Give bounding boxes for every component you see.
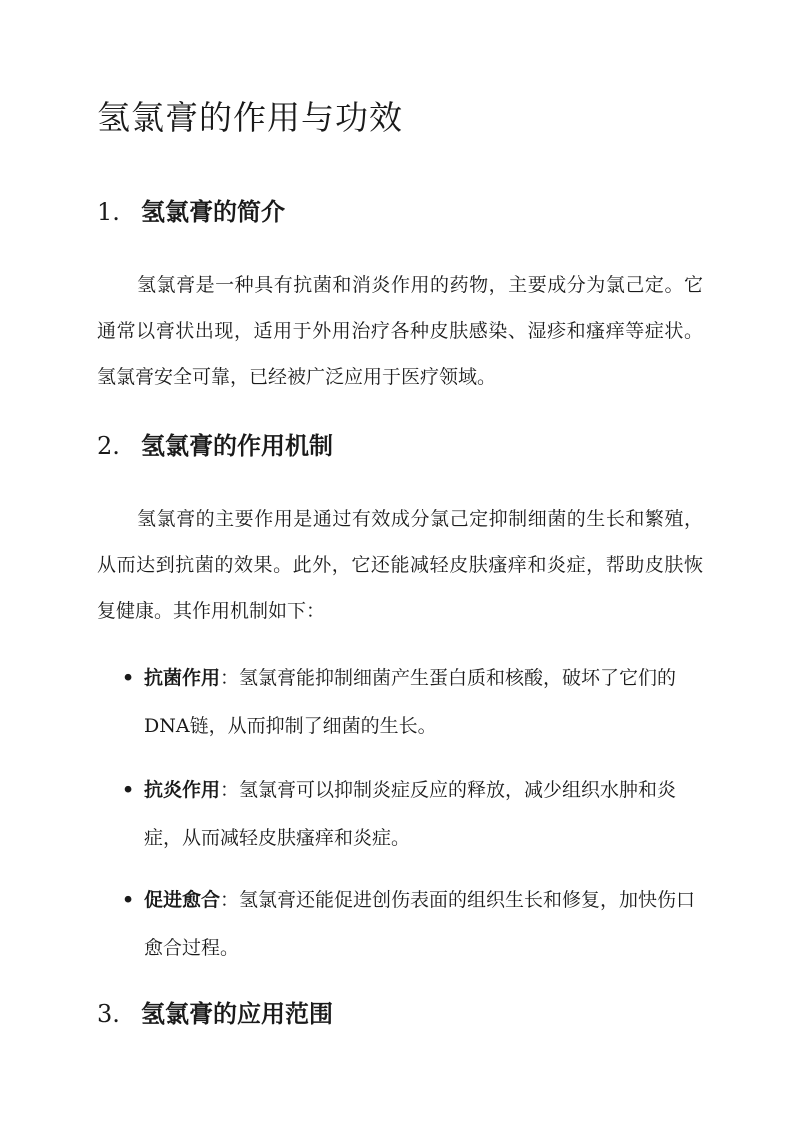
bullet-item-anti-inflammatory (122, 766, 714, 862)
document-title: 氢氯膏的作用与功效 (97, 98, 403, 137)
section-number: 3. (97, 1000, 120, 1028)
section-heading-applications (97, 998, 333, 1030)
section-title: 氢氯膏的应用范围 (141, 999, 333, 1028)
bullet-dot: • (122, 667, 135, 689)
bullet-term: 促进愈合 (144, 889, 221, 911)
bullet-item-antibacterial (122, 654, 714, 750)
section-number: 2. (97, 432, 120, 460)
section-paragraph-mechanism: 氢氯膏的主要作用是通过有效成分氯己定抑制细菌的生长和繁殖，从而达到抗菌的效果。此外，它还能减轻皮肤瘙痒和炎症，帮助皮肤恢复健康。其作用机制如下： (97, 508, 703, 622)
bullet-dot: • (122, 779, 135, 801)
bullet-term: 抗菌作用 (144, 667, 221, 689)
section-title: 氢氯膏的作用机制 (141, 431, 333, 460)
section-heading-intro (97, 196, 285, 228)
bullet-dot: • (122, 889, 135, 911)
bullet-text: ：氢氯膏可以抑制炎症反应的释放，减少组织水肿和炎症，从而减轻皮肤瘙痒和炎症。 (144, 779, 677, 849)
section-number: 1. (97, 198, 120, 226)
bullet-term: 抗炎作用 (144, 779, 221, 801)
section-heading-mechanism (97, 430, 333, 462)
bullet-text: ：氢氯膏还能促进创伤表面的组织生长和修复，加快伤口愈合过程。 (144, 889, 696, 959)
section-title: 氢氯膏的简介 (141, 197, 285, 226)
bullet-item-healing (122, 876, 714, 972)
bullet-text: ：氢氯膏能抑制细菌产生蛋白质和核酸，破坏了它们的DNA链，从而抑制了细菌的生长。 (144, 667, 677, 737)
section-paragraph-intro: 氢氯膏是一种具有抗菌和消炎作用的药物，主要成分为氯己定。它通常以膏状出现，适用于外用治疗各种皮肤感染、湿疹和瘙痒等症状。氢氯膏安全可靠，已经被广泛应用于医疗领域。 (97, 274, 703, 388)
